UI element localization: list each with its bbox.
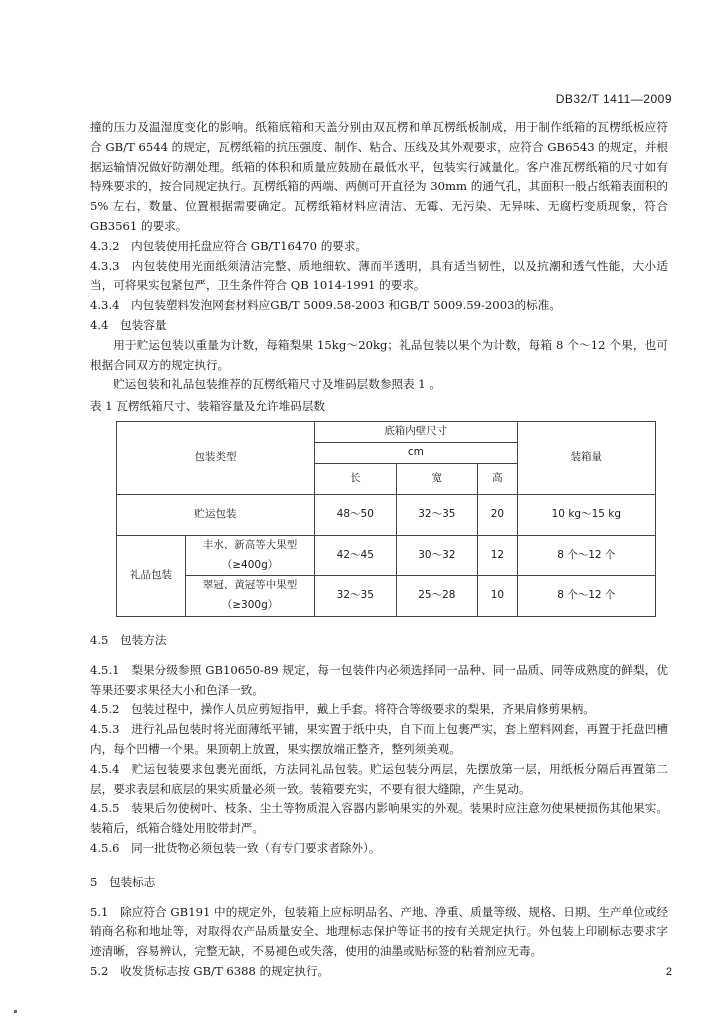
table-row <box>117 494 656 535</box>
clause-4-3-4: 4.3.4 内包装塑料发泡网套材料应GB/T 5009.58-2003 和GB/T 5009.59-2003的标准。 <box>90 298 561 313</box>
cell-capacity: 8 个～12 个 <box>517 576 655 617</box>
heading-4-4: 4.4 包装容量 <box>90 317 167 332</box>
fruit-weight: （≥400g） <box>221 558 279 571</box>
cell-height: 20 <box>478 494 517 535</box>
fruit-type-name: 丰水、新高等大果型 <box>202 538 298 551</box>
clause-4-5-2: 4.5.2 包装过程中，操作人员应剪短指甲，戴上手套。将符合等级要求的梨果，齐果肩修剪果柄。 <box>90 702 595 717</box>
clause-4-3-2: 4.3.2 内包装使用托盘应符合 GB/T16470 的要求。 <box>90 238 368 253</box>
header-length: 长 <box>315 463 397 494</box>
clause-4-5-3: 4.5.3 进行礼品包装时将光面薄纸平铺，果实置于纸中央，自下而上包裹严实，套上塑料网套，再置于托盘凹槽内，每个凹槽一个果。果顶朝上放置，果实摆放端正整齐，整列须美观。 <box>90 722 668 756</box>
cell-capacity: 8 个～12 个 <box>517 535 655 576</box>
standard-code-header: DB32/T 1411—2009 <box>555 92 672 106</box>
heading-4-5: 4.5 包装方法 <box>90 632 167 647</box>
page-number: 2 <box>665 966 672 978</box>
clause-4-3-3: 4.3.3 内包装使用光面纸须清洁完整、质地细软、薄而半透明，具有适当韧性，以及抗潮和透气性能，大小适当，可将果实包紧包严，卫生条件符合 QB 1014-1991 的要求。 <box>90 258 668 293</box>
table-row <box>117 576 656 617</box>
clause-5-2: 5.2 收发货标志按 GB/T 6388 的规定执行。 <box>90 963 330 978</box>
cell-length: 48～50 <box>315 494 397 535</box>
header-width: 宽 <box>396 463 478 494</box>
table-caption: 表 1 瓦楞纸箱尺寸、装箱容量及允许堆码层数 <box>90 399 326 414</box>
cell-height: 12 <box>478 535 517 576</box>
scan-speck <box>14 1010 17 1013</box>
paragraph-table-ref: 贮运包装和礼品包装推荐的瓦楞纸箱尺寸及堆码层数参照表 1 。 <box>113 377 441 392</box>
cell-length: 32～35 <box>315 576 397 617</box>
clause-4-5-6: 4.5.6 同一批货物必须包装一致（有专门要求者除外）。 <box>90 840 381 855</box>
header-inner-dimensions: 底箱内壁尺寸 <box>315 421 518 442</box>
cell-fruit-type <box>186 535 315 576</box>
cell-length: 42～45 <box>315 535 397 576</box>
cell-width: 32～35 <box>396 494 478 535</box>
header-unit: cm <box>315 442 518 463</box>
header-package-type: 包装类型 <box>117 421 315 494</box>
cell-capacity: 10 kg～15 kg <box>517 494 655 535</box>
cell-width: 30～32 <box>396 535 478 576</box>
heading-5: 5 包装标志 <box>90 874 156 889</box>
clause-4-5-5: 4.5.5 装果后勿使树叶、枝条、尘土等物质混入容器内影响果实的外观。装果时应注意勿使果梗损伤其他果实。装箱后，纸箱合缝处用胶带封严。 <box>90 801 668 836</box>
fruit-type-name: 翠冠、黄冠等中果型 <box>202 579 298 592</box>
cell-height: 10 <box>478 576 517 617</box>
document-body <box>90 118 668 982</box>
paragraph-carton-spec: 撞的压力及温湿度变化的影响。纸箱底箱和天盖分别由双瓦楞和单瓦楞纸板制成，用于制作纸箱的瓦楞纸板应符合 GB/T 6544 的规定，瓦楞纸箱的抗压强度、制作、粘合、压线及其外观要求，应符合 GB6543 的规定，并根据运输情况做好防潮处理。纸箱的体积和质量应鼓励在最低水平，包装实行减量化。客户准瓦楞纸箱的尺寸如有特殊要求的，按合同规定执行。瓦楞纸箱的两端、两侧可开直径为 30mm 的通气孔，其面积一般占纸箱表面积的 5% 左右，数量、位置根据需要确定。瓦楞纸箱材料应清洁、无霉、无污染、无异味、无腐朽变质现象，符合 GB3561 的要求。 <box>90 120 668 233</box>
clause-5-1: 5.1 除应符合 GB191 中的规定外，包装箱上应标明品名、产地、净重、质量等级、规格、日期、生产单位或经销商名称和地址等，对取得农产品质量安全、地理标志保护等证书的按有关规定执行。外包装上印刷标志要求字迹清晰，容易辨认，完整无缺，不易褪色或失落，使用的油墨或贴标签的粘着剂应无毒。 <box>90 904 668 959</box>
cell-fruit-type <box>186 576 315 617</box>
row-label-gift: 礼品包装 <box>117 535 186 616</box>
table-row <box>117 535 656 576</box>
fruit-weight: （≥300g） <box>221 599 279 612</box>
clause-4-5-4: 4.5.4 贮运包装要求包裹光面纸，方法同礼品包装。贮运包装分两层，先摆放第一层，用纸板分隔后再置第二层，要求表层和底层的果实质量必须一致。装箱要充实，不要有很大缝隙，产生晃动。 <box>90 761 668 796</box>
header-capacity: 装箱量 <box>517 421 655 494</box>
clause-4-5-1: 4.5.1 梨果分级参照 GB10650-89 规定，每一包装件内必须选择同一品种、同一品质、同等成熟度的鲜梨，优等果还要求果径大小和色泽一致。 <box>90 662 668 697</box>
cell-width: 25～28 <box>396 576 478 617</box>
row-label-storage: 贮运包装 <box>117 494 315 535</box>
carton-size-table <box>116 421 656 617</box>
paragraph-capacity: 用于贮运包装以重量为计数，每箱梨果 15kg～20kg；礼品包装以果个为计数，每箱 8 个～12 个果，也可根据合同双方的规定执行。 <box>90 337 668 372</box>
header-height: 高 <box>478 463 517 494</box>
